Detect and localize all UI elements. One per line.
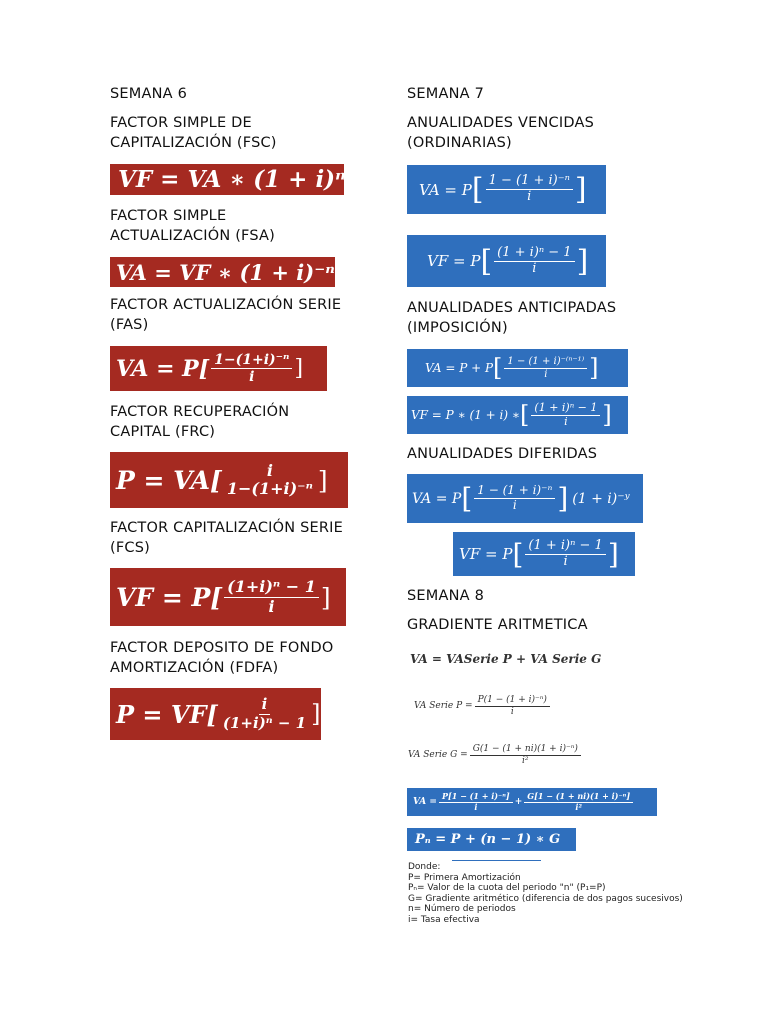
- note-line: Pₙ= Valor de la cuota del periodo "n" (P₁=P): [408, 883, 606, 894]
- fcs-title: FACTOR CAPITALIZACIÓN SERIE (FCS): [110, 520, 343, 556]
- fdfa-formula: P = VF[ $\frac{i}{\text{(1+i)ⁿ − 1}}$ ]: [110, 688, 321, 740]
- note-line: G= Gradiente aritmético (diferencia de dos pagos sucesivos): [408, 893, 683, 904]
- grad-formula-serie-g: VA Serie G = $\frac{\text{G(1 − (1 + ni)(1 + i)⁻ⁿ)}}{\text{i²}}$: [408, 740, 608, 770]
- fsc-formula: VF = VA ∗ (1 + i)ⁿ: [110, 164, 344, 195]
- grad-formula-va: VA = VASerie P + VA Serie G: [410, 652, 602, 666]
- note-line: n= Número de periodos: [408, 904, 516, 915]
- note-line: P= Primera Amortización: [408, 872, 521, 883]
- venc-vf-formula: VF = P [ $\frac{\text{(1 + i)ⁿ − 1}}{i}$ ]: [407, 235, 606, 287]
- grad-formula-serie-p: VA Serie P = $\frac{\text{P(1 − (1 + i)⁻ⁿ)}}{i}$: [414, 690, 594, 722]
- fsa-title: FACTOR SIMPLE ACTUALIZACIÓN (FSA): [110, 208, 275, 244]
- dif-va-formula: VA = P [ $\frac{\text{1 − (1 + i)⁻ⁿ}}{i}$ ] (1 + i)⁻ʸ: [407, 474, 643, 523]
- annuities-due-title: ANUALIDADES VENCIDAS (ORDINARIAS): [407, 115, 594, 151]
- fas-title: FACTOR ACTUALIZACIÓN SERIE (FAS): [110, 297, 342, 333]
- divider-line: [452, 860, 541, 861]
- frc-title: FACTOR RECUPERACIÓN CAPITAL (FRC): [110, 404, 290, 440]
- venc-va-formula: VA = P [ $\frac{\text{1 − (1 + i)⁻ⁿ}}{i}$ ]: [407, 165, 606, 214]
- fcs-formula: VF = P[ $\frac{\text{(1+i)ⁿ − 1}}{i}$ ]: [110, 568, 346, 626]
- grad-formula-combined: VA = $\frac{\text{P[1 − (1 + i)⁻ⁿ]}}{i}$ + $\frac{\text{G[1 − (1 + ni)(1 + i)⁻ⁿ]}}{\text{i²}}$: [407, 788, 657, 816]
- note-line: i= Tasa efectiva: [408, 914, 480, 925]
- annuities-advance-title: ANUALIDADES ANTICIPADAS (IMPOSICIÓN): [407, 300, 617, 336]
- antic-vf-formula: VF = P ∗ (1 + i) ∗ [ $\frac{\text{(1 + i)ⁿ − 1}}{i}$ ]: [407, 396, 628, 434]
- fsc-title: FACTOR SIMPLE DE CAPITALIZACIÓN (FSC): [110, 115, 277, 151]
- week-6-heading: SEMANA 6: [110, 86, 187, 102]
- gradient-notes: [408, 862, 683, 926]
- frc-formula: P = VA[ i 1−(1+i)⁻ⁿ ]: [110, 452, 348, 508]
- week-7-heading: SEMANA 7: [407, 86, 484, 102]
- deferred-annuities-title: ANUALIDADES DIFERIDAS: [407, 446, 598, 462]
- dif-vf-formula: VF = P [ $\frac{\text{(1 + i)ⁿ − 1}}{i}$ ]: [453, 532, 635, 576]
- fsa-formula: VA = VF ∗ (1 + i)⁻ⁿ: [110, 257, 335, 287]
- fas-formula: VA = P[ $\frac{\text{1−(1+i)⁻ⁿ}}{i}$ ]: [110, 346, 327, 391]
- note-line: Donde:: [408, 862, 441, 872]
- week-8-heading: SEMANA 8: [407, 588, 484, 604]
- arithmetic-gradient-title: GRADIENTE ARITMETICA: [407, 617, 588, 633]
- antic-va-formula: VA = P + P [ $\frac{\text{1 − (1 + i)⁻⁽ⁿ⁻¹⁾}}{i}$ ]: [407, 349, 628, 387]
- fdfa-title: FACTOR DEPOSITO DE FONDO AMORTIZACIÓN (FDFA): [110, 640, 334, 676]
- grad-formula-pn: Pₙ = P + (n − 1) ∗ G: [407, 828, 576, 851]
